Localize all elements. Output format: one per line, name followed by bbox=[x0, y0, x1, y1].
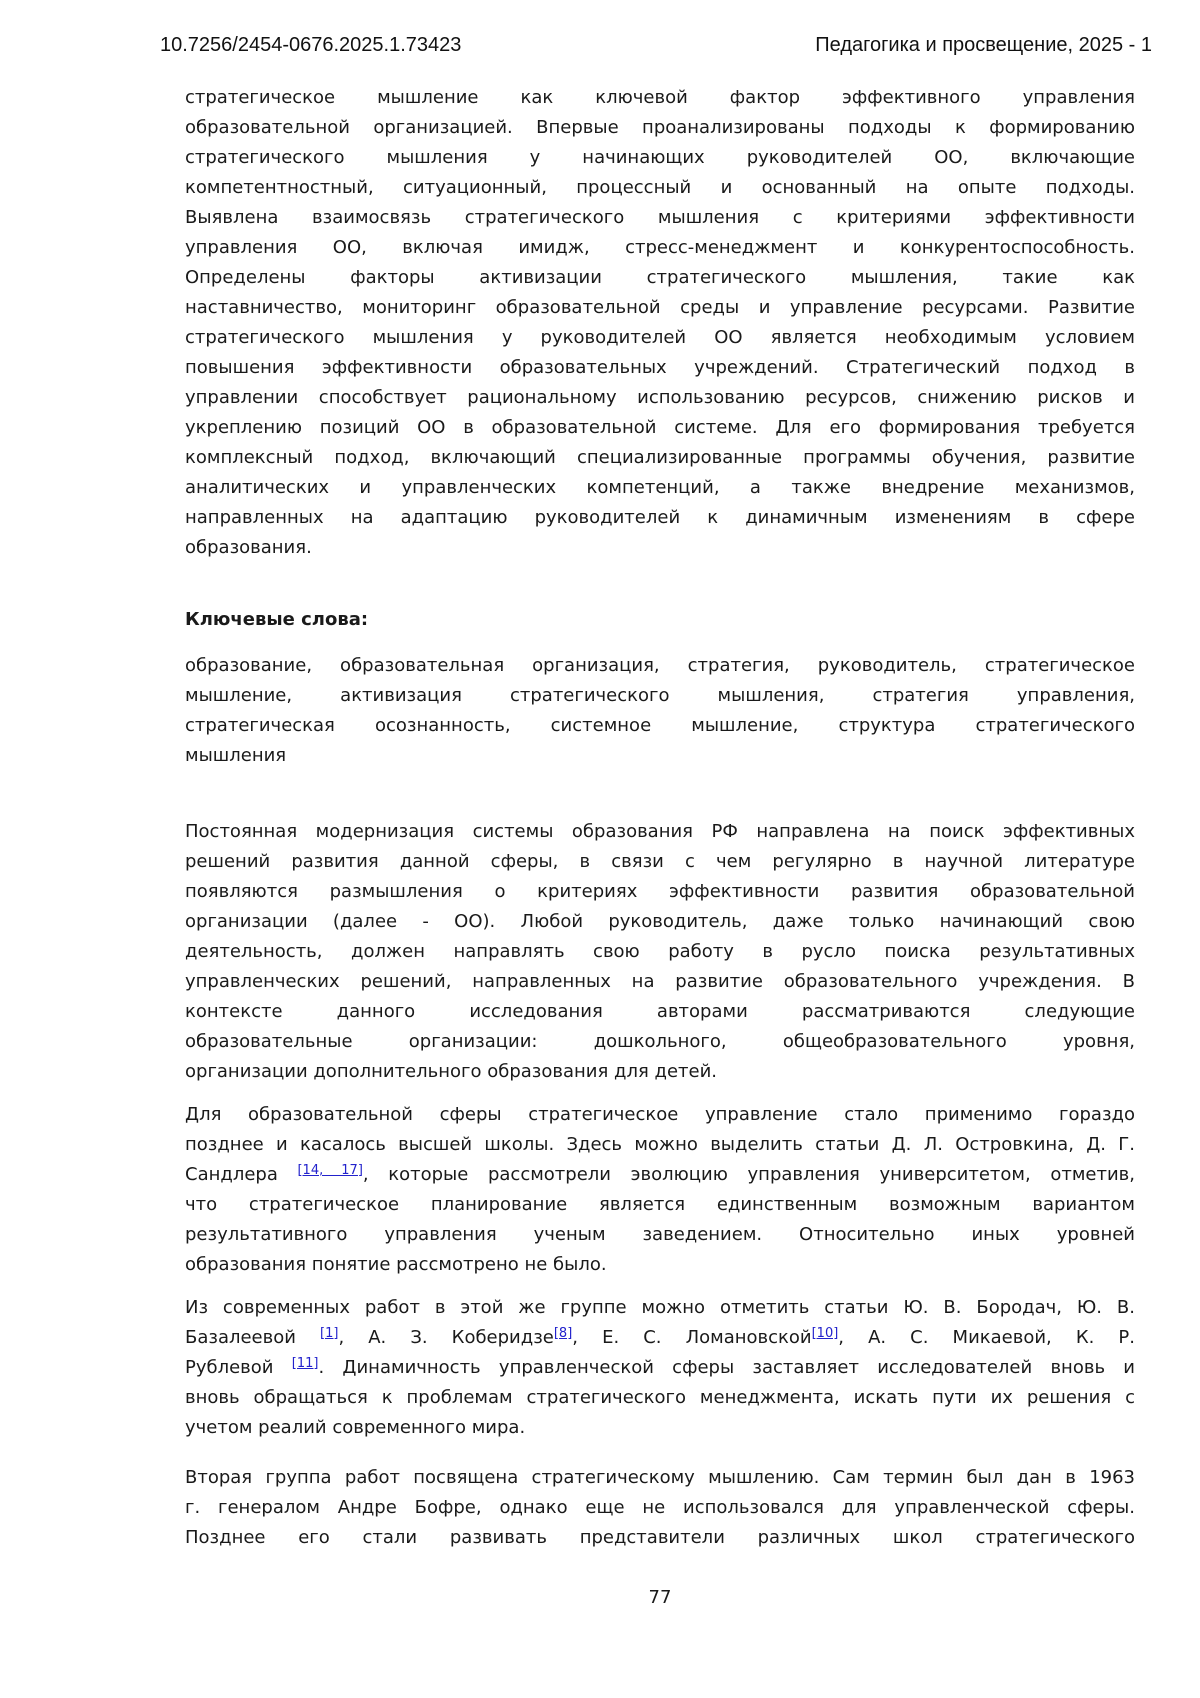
text-line: повышения эффективности образовательных учреждений. Стратегический подход в bbox=[185, 357, 1135, 378]
text-line: комплексный подход, включающий специализированные программы обучения, развитие bbox=[185, 447, 1135, 468]
text-line: контексте данного исследования авторами рассматриваются следующие bbox=[185, 1001, 1135, 1022]
text-line: появляются размышления о критериях эффективности развития образовательной bbox=[185, 881, 1135, 902]
text-line: управления ОО, включая имидж, стресс-менеджмент и конкурентоспособность. bbox=[185, 237, 1135, 258]
page-header bbox=[0, 0, 1200, 57]
paragraph-strategic-management-higher-education bbox=[185, 1100, 1135, 1280]
text-line: решений развития данной сферы, в связи с чем регулярно в научной литературе bbox=[185, 851, 1135, 872]
page-number: 77 bbox=[648, 1587, 672, 1608]
text-line: стратегического мышления у руководителей ОО является необходимым условием bbox=[185, 327, 1135, 348]
text-line: Постоянная модернизация системы образования РФ направлена на поиск эффективных bbox=[185, 821, 1135, 842]
text-line: Позднее его стали развивать представители различных школ стратегического bbox=[185, 1527, 1135, 1548]
text-line: укреплению позиций ОО в образовательной системе. Для его формирования требуется bbox=[185, 417, 1135, 438]
text-line: организации дополнительного образования для детей. bbox=[185, 1061, 718, 1082]
text-line: учетом реалий современного мира. bbox=[185, 1417, 526, 1438]
text-line: стратегическая осознанность, системное мышление, структура стратегического bbox=[185, 715, 1135, 736]
text-line: вновь обращаться к проблемам стратегического менеджмента, искать пути их решения с bbox=[185, 1387, 1135, 1408]
reference-superscript bbox=[297, 1163, 362, 1178]
text-line: мышление, активизация стратегического мышления, стратегия управления, bbox=[185, 685, 1135, 706]
text-line: результативного управления ученым заведением. Относительно иных уровней bbox=[185, 1224, 1135, 1245]
doi-text: 10.7256/2454-0676.2025.1.73423 bbox=[160, 34, 462, 56]
keywords-heading: Ключевые слова: bbox=[185, 609, 369, 630]
text-line: образование, образовательная организация, стратегия, руководитель, стратегическое bbox=[185, 655, 1135, 676]
text-line: Вторая группа работ посвящена стратегическому мышлению. Сам термин был дан в 1963 bbox=[185, 1467, 1135, 1488]
text-line: образования. bbox=[185, 537, 312, 558]
reference-link[interactable]: [10] bbox=[811, 1326, 839, 1341]
reference-link[interactable]: [8] bbox=[553, 1326, 573, 1341]
text-line: образовательные организации: дошкольного, общеобразовательного уровня, bbox=[185, 1031, 1135, 1052]
paragraph-modern-works bbox=[185, 1293, 1135, 1443]
reference-link[interactable]: [14, 17] bbox=[297, 1163, 363, 1178]
text-line: г. генералом Андре Бофре, однако еще не использовался для управленческой сферы. bbox=[185, 1497, 1135, 1518]
text-line: Сандлера [14, 17], которые рассмотрели эволюцию управления университетом, отметив, bbox=[185, 1163, 1135, 1185]
journal-title: Педагогика и просвещение, 2025 - 1 bbox=[815, 34, 1152, 56]
paragraph-modernization-intro bbox=[185, 817, 1135, 1087]
reference-superscript bbox=[292, 1356, 319, 1371]
reference-link[interactable]: [11] bbox=[291, 1356, 319, 1371]
text-line: что стратегическое планирование является единственным возможным вариантом bbox=[185, 1194, 1135, 1215]
text-line: управлении способствует рациональному использованию ресурсов, снижению рисков и bbox=[185, 387, 1135, 408]
abstract-paragraph bbox=[185, 83, 1135, 563]
text-line: аналитических и управленческих компетенций, а также внедрение механизмов, bbox=[185, 477, 1135, 498]
reference-superscript bbox=[812, 1326, 839, 1341]
text-line: стратегическое мышление как ключевой фактор эффективного управления bbox=[185, 87, 1135, 108]
text-line: организации (далее - ОО). Любой руководитель, даже только начинающий свою bbox=[185, 911, 1135, 932]
reference-superscript bbox=[554, 1326, 572, 1341]
text-line: Определены факторы активизации стратегического мышления, такие как bbox=[185, 267, 1135, 288]
text-line: мышления bbox=[185, 745, 287, 766]
text-line: деятельность, должен направлять свою работу в русло поиска результативных bbox=[185, 941, 1135, 962]
text-line: Выявлена взаимосвязь стратегического мышления с критериями эффективности bbox=[185, 207, 1135, 228]
text-line: управленческих решений, направленных на развитие образовательного учреждения. В bbox=[185, 971, 1135, 992]
text-line: позднее и касалось высшей школы. Здесь можно выделить статьи Д. Л. Островкина, Д. Г. bbox=[185, 1134, 1135, 1155]
text-line: образования понятие рассмотрено не было. bbox=[185, 1254, 607, 1275]
text-line: Для образовательной сферы стратегическое управление стало применимо гораздо bbox=[185, 1104, 1135, 1125]
text-line: стратегического мышления у начинающих руководителей ОО, включающие bbox=[185, 147, 1135, 168]
text-line: направленных на адаптацию руководителей к динамичным изменениям в сфере bbox=[185, 507, 1135, 528]
keywords-list bbox=[185, 651, 1135, 771]
reference-superscript bbox=[320, 1326, 338, 1341]
text-line: компетентностный, ситуационный, процессный и основанный на опыте подходы. bbox=[185, 177, 1135, 198]
text-line: Базалеевой [1], А. З. Коберидзе[8], Е. С. Ломановской[10], А. С. Микаевой, К. Р. bbox=[185, 1326, 1135, 1348]
paragraph-second-group bbox=[185, 1463, 1135, 1553]
text-line: наставничество, мониторинг образовательной среды и управление ресурсами. Развитие bbox=[185, 297, 1135, 318]
text-line: Рублевой [11]. Динамичность управленческой сферы заставляет исследователей вновь и bbox=[185, 1356, 1136, 1378]
text-line: Из современных работ в этой же группе можно отметить статьи Ю. В. Бородач, Ю. В. bbox=[185, 1297, 1135, 1318]
reference-link[interactable]: [1] bbox=[320, 1326, 339, 1341]
text-line: образовательной организацией. Впервые проанализированы подходы к формированию bbox=[185, 117, 1135, 138]
content-column bbox=[185, 83, 1135, 1613]
